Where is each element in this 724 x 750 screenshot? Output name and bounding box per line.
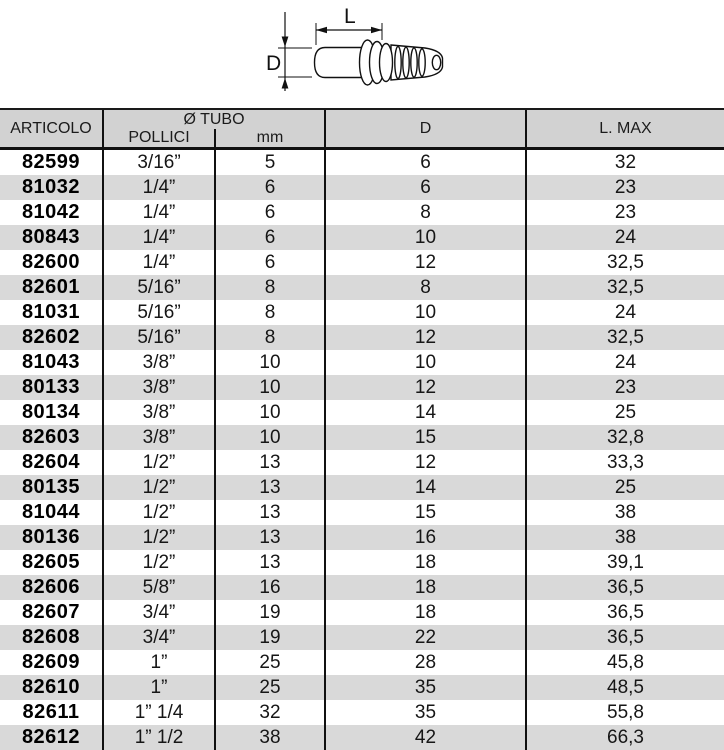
- cell-d: 14: [326, 400, 527, 425]
- cell-l-max: 48,5: [607, 677, 644, 698]
- cell-d: 15: [326, 425, 527, 450]
- cell-d: 12: [326, 325, 527, 350]
- cell-pollici: 5/16”: [104, 275, 216, 300]
- cell-pollici: 5/8”: [104, 575, 216, 600]
- cell-articolo: 80843: [0, 225, 104, 250]
- cell-l-max: 25: [614, 477, 637, 498]
- cell-l-max: 45,8: [607, 652, 644, 673]
- table-row: [0, 525, 724, 550]
- cell-pollici: 3/8”: [104, 375, 216, 400]
- cell-pollici: 3/4”: [104, 600, 216, 625]
- cell-mm: 25: [216, 675, 326, 700]
- cell-articolo: 81043: [0, 350, 104, 375]
- cell-l-max: 32,5: [607, 277, 644, 298]
- cell-pollici: 3/8”: [104, 350, 216, 375]
- cell-pollici: 1”: [104, 675, 216, 700]
- cell-l-max: 36,5: [607, 602, 644, 623]
- table-row: [0, 375, 724, 400]
- table-row: [0, 475, 724, 500]
- table-row: [0, 400, 724, 425]
- cell-l-max: 32: [614, 152, 637, 173]
- cell-d: 18: [326, 575, 527, 600]
- cell-pollici: 1/2”: [104, 500, 216, 525]
- hose-barb-drawing: [250, 0, 500, 108]
- cell-pollici: 3/16”: [104, 150, 216, 175]
- cell-mm: 19: [216, 600, 326, 625]
- cell-l-max: 23: [614, 177, 637, 198]
- cell-d: 8: [326, 275, 527, 300]
- cell-articolo: 82599: [0, 150, 104, 175]
- cell-mm: 13: [216, 475, 326, 500]
- cell-l-max: 23: [614, 377, 637, 398]
- cell-mm: 19: [216, 625, 326, 650]
- cell-l-max: 55,8: [607, 702, 644, 723]
- cell-d: 42: [326, 725, 527, 750]
- cell-mm: 6: [216, 250, 326, 275]
- table-row: [0, 675, 724, 700]
- cell-d: 28: [326, 650, 527, 675]
- cell-pollici: 5/16”: [104, 325, 216, 350]
- table-row: [0, 275, 724, 300]
- table-row: [0, 650, 724, 675]
- cell-d: 15: [326, 500, 527, 525]
- table-row: [0, 175, 724, 200]
- cell-mm: 25: [216, 650, 326, 675]
- cell-mm: 38: [216, 725, 326, 750]
- cell-articolo: 82601: [0, 275, 104, 300]
- shank-outline: [315, 48, 363, 78]
- cell-pollici: 1/4”: [104, 250, 216, 275]
- col-header-pollici: POLLICI: [104, 129, 216, 147]
- d-dimension-label: D: [266, 52, 282, 75]
- cell-articolo: 81032: [0, 175, 104, 200]
- l-arrow-right-icon: [371, 27, 382, 33]
- cell-pollici: 3/8”: [104, 425, 216, 450]
- col-header-tubo-group: Ø TUBO: [104, 110, 326, 129]
- table-row: [0, 325, 724, 350]
- cell-mm: 13: [216, 525, 326, 550]
- cell-l-max: 25: [614, 402, 637, 423]
- cell-l-max: 36,5: [607, 627, 644, 648]
- cell-mm: 10: [216, 350, 326, 375]
- cell-pollici: 1/2”: [104, 475, 216, 500]
- cell-mm: 13: [216, 550, 326, 575]
- cell-d: 10: [326, 300, 527, 325]
- cell-l-max: 24: [614, 227, 637, 248]
- cell-mm: 6: [216, 175, 326, 200]
- cell-mm: 10: [216, 425, 326, 450]
- cell-l-max: 38: [614, 527, 637, 548]
- cell-pollici: 1” 1/2: [104, 725, 216, 750]
- cell-pollici: 3/4”: [104, 625, 216, 650]
- cell-d: 10: [326, 350, 527, 375]
- cell-articolo: 81044: [0, 500, 104, 525]
- cell-l-max: 39,1: [607, 552, 644, 573]
- table-row: [0, 225, 724, 250]
- cell-mm: 6: [216, 225, 326, 250]
- cell-mm: 6: [216, 200, 326, 225]
- table-row: [0, 200, 724, 225]
- cell-pollici: 1” 1/4: [104, 700, 216, 725]
- cell-l-max: 36,5: [607, 577, 644, 598]
- cell-l-max: 33,3: [607, 452, 644, 473]
- table-row: [0, 425, 724, 450]
- cell-mm: 16: [216, 575, 326, 600]
- cell-pollici: 1/2”: [104, 550, 216, 575]
- cell-articolo: 82600: [0, 250, 104, 275]
- cell-d: 18: [326, 550, 527, 575]
- table-row: [0, 350, 724, 375]
- table-body: [0, 150, 724, 750]
- table-row: [0, 450, 724, 475]
- cell-articolo: 80135: [0, 475, 104, 500]
- cell-pollici: 1/4”: [104, 175, 216, 200]
- d-arrow-down-icon: [282, 37, 289, 48]
- cell-articolo: 82611: [0, 700, 104, 725]
- cell-articolo: 81042: [0, 200, 104, 225]
- cell-pollici: 3/8”: [104, 400, 216, 425]
- cell-articolo: 80134: [0, 400, 104, 425]
- table-row: [0, 300, 724, 325]
- cell-d: 35: [326, 675, 527, 700]
- table-row: [0, 625, 724, 650]
- cell-d: 8: [326, 200, 527, 225]
- cell-pollici: 1”: [104, 650, 216, 675]
- table-header: [0, 108, 724, 150]
- cell-articolo: 80136: [0, 525, 104, 550]
- cell-pollici: 1/4”: [104, 200, 216, 225]
- cell-mm: 10: [216, 375, 326, 400]
- cell-articolo: 82609: [0, 650, 104, 675]
- cell-articolo: 82607: [0, 600, 104, 625]
- cell-l-max: 24: [614, 352, 637, 373]
- l-dimension-label: L: [344, 5, 356, 28]
- col-header-lmax: L. MAX: [599, 119, 652, 137]
- col-header-mm: mm: [216, 129, 326, 147]
- cell-articolo: 82605: [0, 550, 104, 575]
- cell-l-max: 66,3: [607, 727, 644, 748]
- cell-articolo: 82602: [0, 325, 104, 350]
- cell-mm: 13: [216, 450, 326, 475]
- cell-articolo: 82612: [0, 725, 104, 750]
- cell-l-max: 38: [614, 502, 637, 523]
- table-row: [0, 250, 724, 275]
- table-row: [0, 150, 724, 175]
- col-header-d: D: [326, 110, 527, 147]
- cell-articolo: 82604: [0, 450, 104, 475]
- table-row: [0, 600, 724, 625]
- cell-d: 12: [326, 250, 527, 275]
- cell-articolo: 82610: [0, 675, 104, 700]
- fitting-drawing: [0, 0, 724, 108]
- cell-l-max: 24: [614, 302, 637, 323]
- cell-articolo: 82606: [0, 575, 104, 600]
- cell-pollici: 1/2”: [104, 450, 216, 475]
- d-arrow-up-icon: [282, 78, 289, 89]
- table-row: [0, 575, 724, 600]
- table-row: [0, 700, 724, 725]
- cell-d: 12: [326, 450, 527, 475]
- cell-articolo: 81031: [0, 300, 104, 325]
- cell-d: 6: [326, 150, 527, 175]
- col-header-articolo: ARTICOLO: [0, 110, 104, 147]
- cell-pollici: 1/4”: [104, 225, 216, 250]
- fittings-table: [0, 108, 724, 750]
- cell-articolo: 80133: [0, 375, 104, 400]
- cell-l-max: 32,5: [607, 252, 644, 273]
- cell-l-max: 32,8: [607, 427, 644, 448]
- table-row: [0, 725, 724, 750]
- table-row: [0, 550, 724, 575]
- cell-mm: 5: [216, 150, 326, 175]
- cell-mm: 13: [216, 500, 326, 525]
- cell-articolo: 82603: [0, 425, 104, 450]
- table-row: [0, 500, 724, 525]
- cell-mm: 8: [216, 300, 326, 325]
- cell-l-max: 32,5: [607, 327, 644, 348]
- cell-mm: 32: [216, 700, 326, 725]
- tip-hole: [432, 55, 440, 69]
- cell-d: 22: [326, 625, 527, 650]
- cell-mm: 10: [216, 400, 326, 425]
- cell-mm: 8: [216, 275, 326, 300]
- cell-d: 35: [326, 700, 527, 725]
- cell-mm: 8: [216, 325, 326, 350]
- cell-d: 10: [326, 225, 527, 250]
- cell-d: 18: [326, 600, 527, 625]
- cell-d: 14: [326, 475, 527, 500]
- cell-d: 12: [326, 375, 527, 400]
- cell-d: 6: [326, 175, 527, 200]
- l-arrow-left-icon: [316, 27, 327, 33]
- cell-pollici: 1/2”: [104, 525, 216, 550]
- cell-l-max: 23: [614, 202, 637, 223]
- cell-d: 16: [326, 525, 527, 550]
- cell-articolo: 82608: [0, 625, 104, 650]
- cell-pollici: 5/16”: [104, 300, 216, 325]
